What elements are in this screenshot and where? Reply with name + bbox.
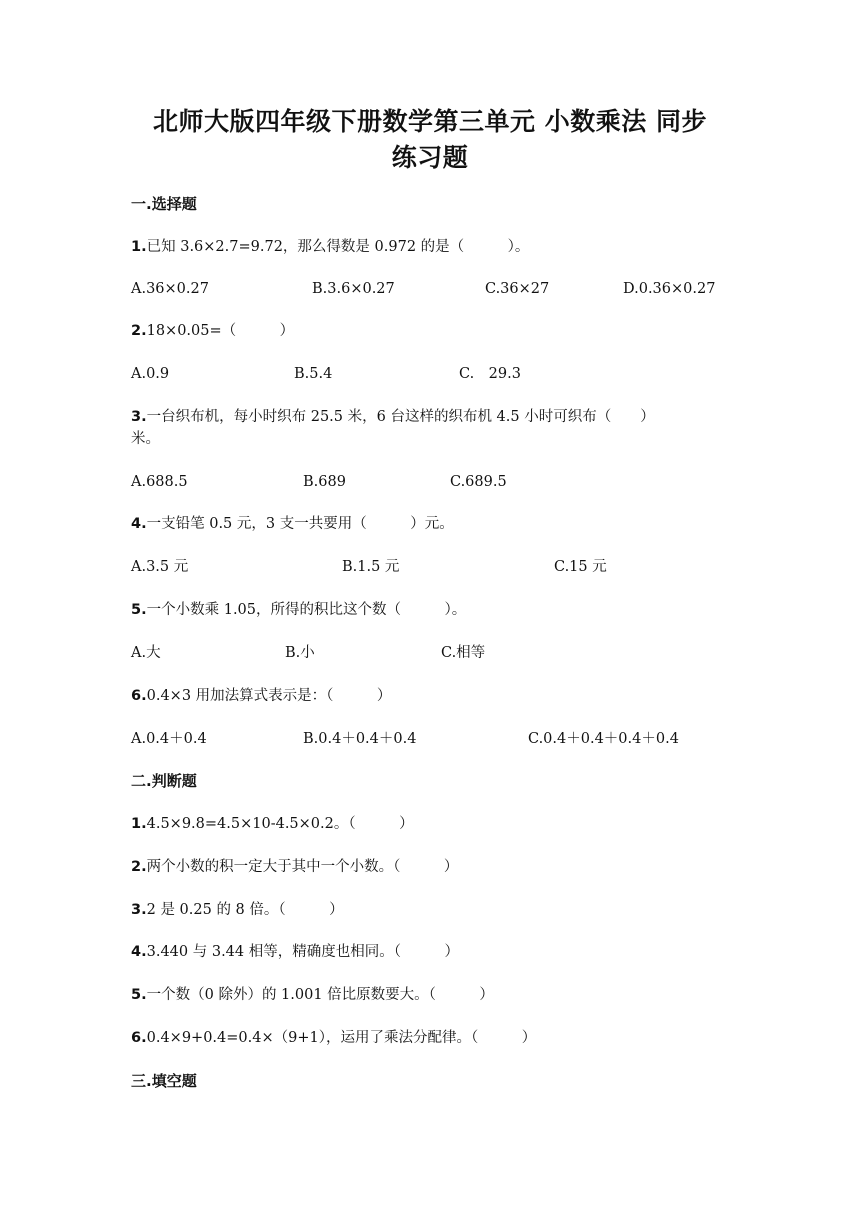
question-text: 一支铅笔 0.5 元，3 支一共要用（ ）元。 bbox=[146, 516, 454, 532]
question-number: 1. bbox=[131, 239, 147, 255]
option-d: D.0.36×0.27 bbox=[623, 281, 716, 297]
judgement-6 bbox=[131, 1028, 741, 1048]
option-c: C.689.5 bbox=[450, 474, 507, 490]
question-text: 3.440 与 3.44 相等，精确度也相同。（ ） bbox=[146, 944, 459, 960]
page-title-line2: 练习题 bbox=[391, 143, 469, 172]
option-a: A.36×0.27 bbox=[131, 281, 209, 297]
section-heading-judgement: 二.判断题 bbox=[131, 772, 197, 790]
question-number: 3. bbox=[131, 902, 147, 918]
option-b: B.689 bbox=[303, 474, 346, 490]
option-c: C. 29.3 bbox=[459, 366, 521, 382]
question-number: 2. bbox=[131, 859, 147, 875]
question-number: 5. bbox=[131, 602, 147, 618]
option-b: B.1.5 元 bbox=[342, 559, 400, 575]
judgement-4 bbox=[131, 942, 741, 962]
question-text: 0.4×3 用加法算式表示是：（ ） bbox=[146, 688, 392, 704]
section-heading-choice: 一.选择题 bbox=[131, 195, 197, 213]
question-3-continued bbox=[131, 429, 741, 449]
question-number: 5. bbox=[131, 987, 147, 1003]
question-text: 18×0.05=（ ） bbox=[146, 323, 295, 339]
judgement-2 bbox=[131, 857, 741, 877]
judgement-1 bbox=[131, 814, 741, 834]
question-number: 6. bbox=[131, 688, 147, 704]
question-text: 一个小数乘 1.05，所得的积比这个数（ ）。 bbox=[146, 602, 467, 618]
option-a: A.0.9 bbox=[131, 366, 170, 382]
question-text: 2 是 0.25 的 8 倍。（ ） bbox=[146, 902, 344, 918]
question-number: 6. bbox=[131, 1030, 147, 1046]
option-a: A.688.5 bbox=[131, 474, 188, 490]
judgement-3 bbox=[131, 900, 741, 920]
question-text: 0.4×9+0.4=0.4×（9+1），运用了乘法分配律。（ ） bbox=[146, 1030, 537, 1046]
option-c: C.15 元 bbox=[554, 559, 607, 575]
question-number: 4. bbox=[131, 516, 147, 532]
section-heading-fill-in: 三.填空题 bbox=[131, 1072, 197, 1090]
option-b: B.5.4 bbox=[294, 366, 333, 382]
question-text: 两个小数的积一定大于其中一个小数。（ ） bbox=[146, 859, 459, 875]
question-6 bbox=[131, 686, 741, 706]
page-title: 北师大版四年级下册数学第三单元 小数乘法 同步 bbox=[153, 107, 707, 136]
question-5 bbox=[131, 600, 741, 620]
question-number: 2. bbox=[131, 323, 147, 339]
option-b: B.3.6×0.27 bbox=[312, 281, 395, 297]
question-2 bbox=[131, 321, 741, 341]
question-text: 已知 3.6×2.7=9.72，那么得数是 0.972 的是（ ）。 bbox=[146, 239, 530, 255]
option-c: C.36×27 bbox=[485, 281, 550, 297]
option-a: A.0.4＋0.4 bbox=[131, 731, 207, 747]
question-1 bbox=[131, 237, 741, 257]
question-number: 1. bbox=[131, 816, 147, 832]
question-text: 一台织布机，每小时织布 25.5 米，6 台这样的织布机 4.5 小时可织布（ ） bbox=[146, 409, 655, 425]
option-a: A.大 bbox=[131, 645, 161, 661]
question-4 bbox=[131, 514, 741, 534]
question-3 bbox=[131, 407, 741, 427]
option-b: B.0.4＋0.4＋0.4 bbox=[303, 731, 417, 747]
question-number: 4. bbox=[131, 944, 147, 960]
option-c: C.0.4＋0.4＋0.4＋0.4 bbox=[528, 731, 679, 747]
question-text: 4.5×9.8=4.5×10-4.5×0.2。（ ） bbox=[146, 816, 414, 832]
option-b: B.小 bbox=[285, 645, 315, 661]
question-text-continued: 米。 bbox=[131, 431, 160, 447]
option-c: C.相等 bbox=[441, 645, 486, 661]
question-number: 3. bbox=[131, 409, 147, 425]
option-a: A.3.5 元 bbox=[131, 559, 189, 575]
question-text: 一个数（0 除外）的 1.001 倍比原数要大。（ ） bbox=[146, 987, 494, 1003]
judgement-5 bbox=[131, 985, 741, 1005]
